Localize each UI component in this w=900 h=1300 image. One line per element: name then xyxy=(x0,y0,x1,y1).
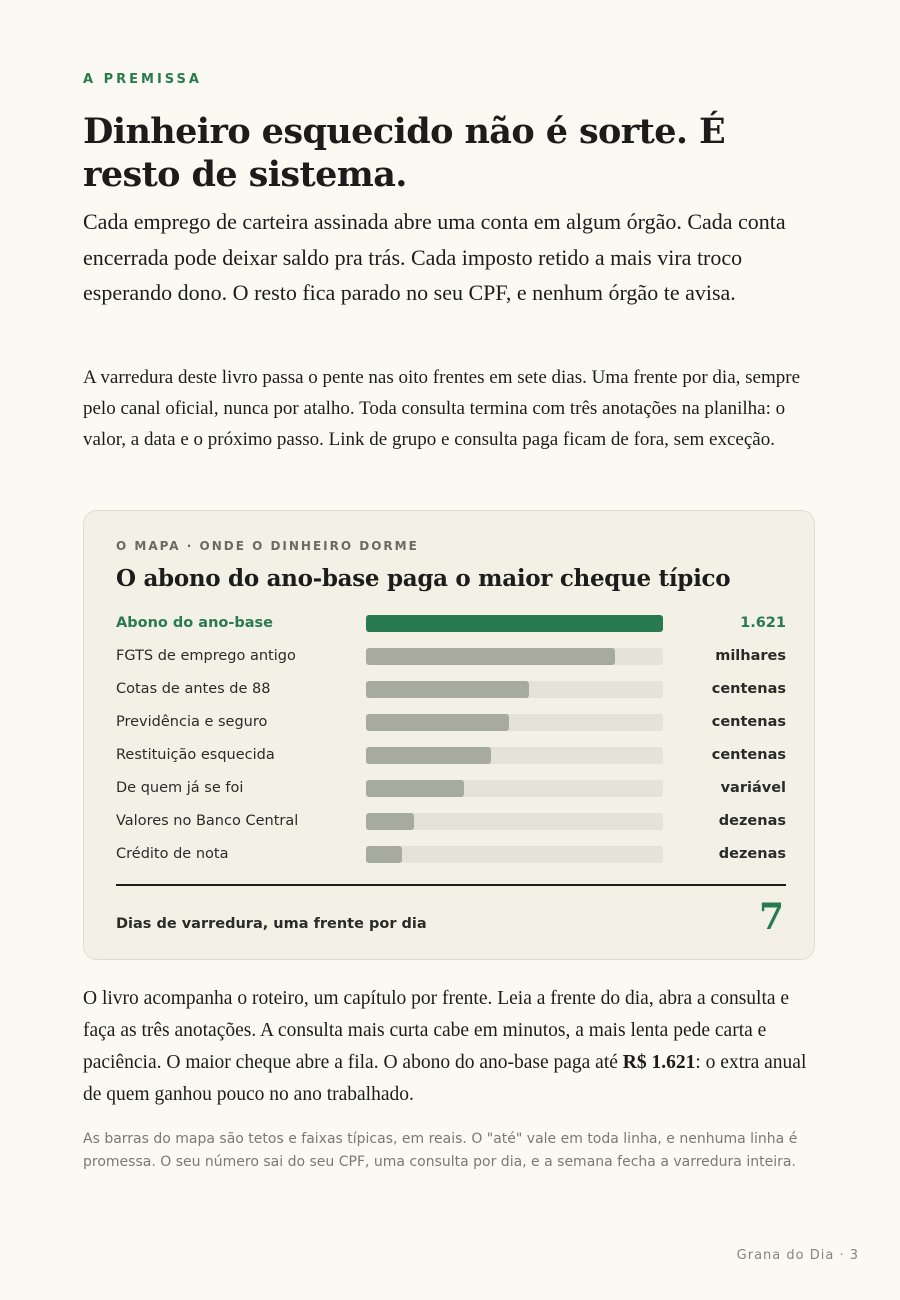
bar-fill xyxy=(366,615,663,632)
page-footer: Grana do Dia · 3 xyxy=(736,1248,859,1263)
body2-text-before: O livro acompanha o roteiro, um capítulo por frente. Leia a frente do dia, abra a consulta e faça as três anotações. A consulta mais curta cabe em minutos, a mais lenta pede carta e paciência. O maior cheque abre a fila. O abono do ano-base paga até xyxy=(83,988,790,1073)
body2-highlight-amount: R$ 1.621 xyxy=(622,1052,696,1073)
bar-value-label: centenas xyxy=(711,681,786,697)
bar-fill xyxy=(366,813,414,830)
bar-row xyxy=(116,841,786,874)
bar-value-label: variável xyxy=(720,780,786,796)
bar-label: FGTS de emprego antigo xyxy=(116,648,296,664)
bar-track xyxy=(366,780,663,797)
bar-value-label: dezenas xyxy=(718,846,786,862)
bar-track xyxy=(366,681,663,698)
total-value: 7 xyxy=(758,896,784,938)
bar-row xyxy=(116,742,786,775)
footnote: As barras do mapa são tetos e faixas típicas, em reais. O "até" vale em toda linha, e nenhuma linha é promessa. O seu número sai do seu CPF, uma consulta por dia, e a semana fecha a varredura inteira. xyxy=(83,1131,798,1170)
lead-paragraph: Cada emprego de carteira assinada abre uma conta em algum órgão. Cada conta encerrada pode deixar saldo pra trás. Cada imposto retido a mais vira troco esperando dono. O resto fica parado no seu CPF, e nenhum órgão te avisa. xyxy=(83,209,786,305)
bar-track xyxy=(366,747,663,764)
bar-track xyxy=(366,846,663,863)
bar-row xyxy=(116,676,786,709)
total-divider xyxy=(116,884,786,886)
bar-label: Abono do ano-base xyxy=(116,615,274,631)
bar-value-label: centenas xyxy=(711,747,786,763)
body2-text-after: : o extra anual de quem ganhou pouco no ano trabalhado. xyxy=(83,1052,807,1105)
card-eyebrow: O MAPA · ONDE O DINHEIRO DORME xyxy=(116,539,419,553)
bar-row xyxy=(116,709,786,742)
bar-value-label: dezenas xyxy=(718,813,786,829)
bar-row xyxy=(116,808,786,841)
bar-fill xyxy=(366,846,402,863)
bar-fill xyxy=(366,714,509,731)
bar-value-label: centenas xyxy=(711,714,786,730)
bar-label: Restituição esquecida xyxy=(116,747,275,763)
bar-track xyxy=(366,714,663,731)
bar-label: Valores no Banco Central xyxy=(116,813,299,829)
bar-fill xyxy=(366,648,615,665)
bar-row xyxy=(116,775,786,808)
bar-row xyxy=(116,610,786,643)
section-eyebrow: A PREMISSA xyxy=(83,72,202,87)
bar-value-label: milhares xyxy=(715,648,786,664)
map-card xyxy=(83,510,815,960)
card-title: O abono do ano-base paga o maior cheque típico xyxy=(116,565,731,592)
bar-row xyxy=(116,643,786,676)
bar-fill xyxy=(366,681,529,698)
bar-label: Crédito de nota xyxy=(116,846,229,862)
bar-value-label: 1.621 xyxy=(740,615,786,631)
body-paragraph-2 xyxy=(83,983,817,1111)
total-label: Dias de varredura, uma frente por dia xyxy=(116,916,427,932)
bar-fill xyxy=(366,747,491,764)
bar-track xyxy=(366,813,663,830)
page-title: Dinheiro esquecido não é sorte. É resto de sistema. xyxy=(83,111,726,195)
bar-label: Cotas de antes de 88 xyxy=(116,681,271,697)
bar-fill xyxy=(366,780,464,797)
body-paragraph-1: A varredura deste livro passa o pente nas oito frentes em sete dias. Uma frente por dia, sempre pelo canal oficial, nunca por atalho. Toda consulta termina com três anotações na planilha: o valor, a data e o próximo passo. Link de grupo e consulta paga ficam de fora, sem exceção. xyxy=(83,367,800,450)
bar-label: Previdência e seguro xyxy=(116,714,268,730)
bar-track xyxy=(366,615,663,632)
bar-label: De quem já se foi xyxy=(116,780,244,796)
bar-track xyxy=(366,648,663,665)
